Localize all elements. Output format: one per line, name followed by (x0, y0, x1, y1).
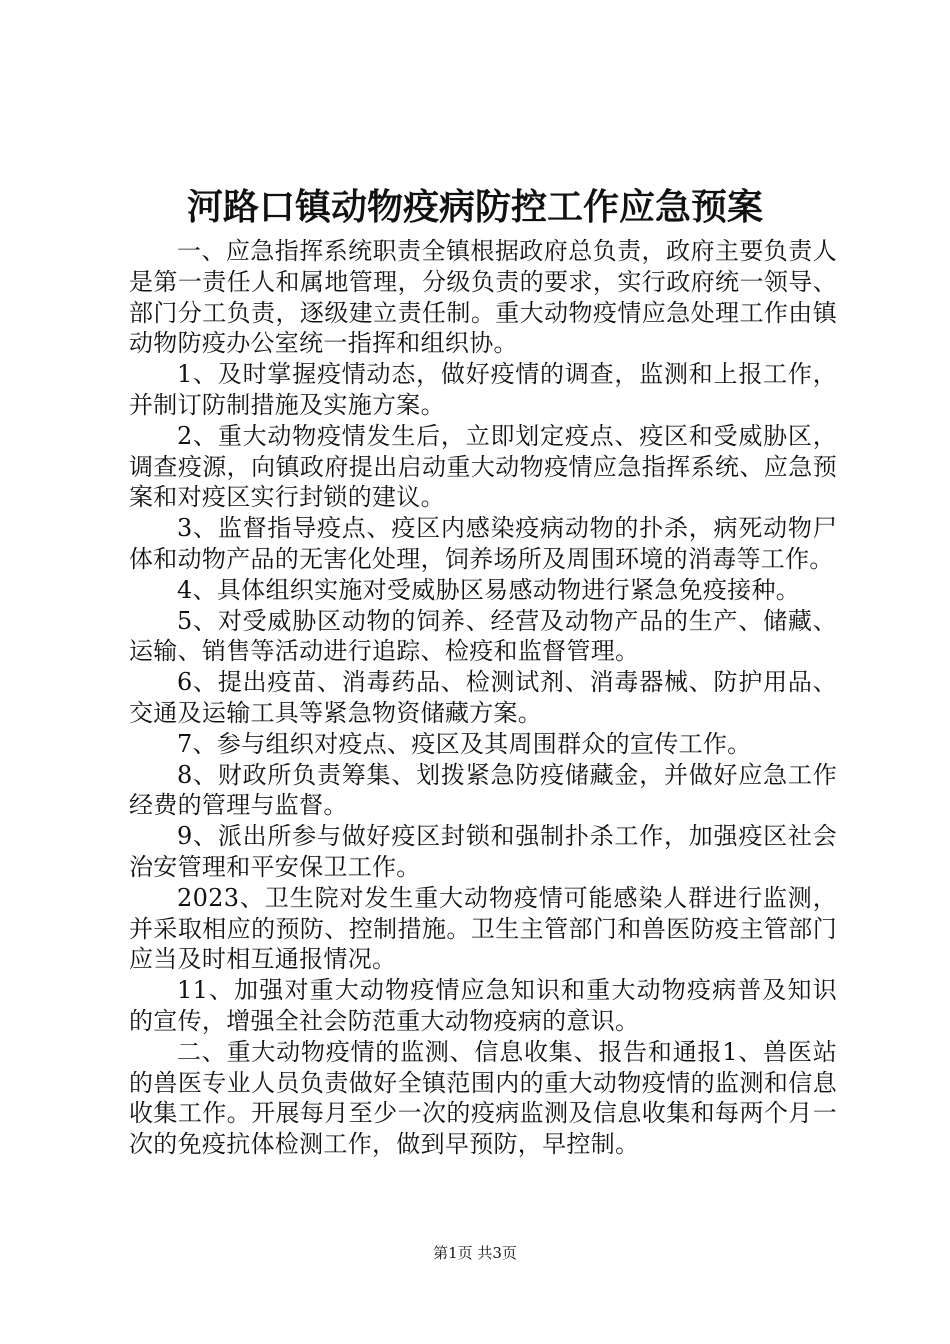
page-total: 共3页 (477, 1244, 517, 1262)
paragraph-item-7: 7、参与组织对疫点、疫区及其周围群众的宣传工作。 (177, 729, 752, 758)
page-number: 第1页 (433, 1244, 473, 1262)
document-title: 河路口镇动物疫病防控工作应急预案 (186, 186, 763, 228)
paragraph-item-11: 11、加强对重大动物疫情应急知识和重大动物疫病普及知识的宣传，增强全社会防范重大动物疫病的意识。 (129, 976, 837, 1035)
page-footer (0, 1243, 950, 1263)
paragraph-monitoring: 二、重大动物疫情的监测、信息收集、报告和通报1、兽医站的兽医专业人员负责做好全镇范围内的重大动物疫情的监测和信息收集工作。开展每月至少一次的疫病监测及信息收集和每两个月一次的免疫抗体检测工作，做到早预防，早控制。 (129, 1037, 837, 1159)
document-body (129, 236, 837, 1160)
paragraph-item-10: 2023、卫生院对发生重大动物疫情可能感染人群进行监测，并采取相应的预防、控制措施。卫生主管部门和兽医防疫主管部门应当及时相互通报情况。 (129, 883, 837, 974)
paragraph-item-4: 4、具体组织实施对受威胁区易感动物进行紧急免疫接种。 (177, 575, 801, 604)
paragraph-item-9: 9、派出所参与做好疫区封锁和强制扑杀工作，加强疫区社会治安管理和平安保卫工作。 (129, 822, 837, 881)
paragraph-item-1: 1、及时掌握疫情动态，做好疫情的调查，监测和上报工作，并制订防制措施及实施方案。 (129, 360, 837, 419)
paragraph-item-3: 3、监督指导疫点、疫区内感染疫病动物的扑杀，病死动物尸体和动物产品的无害化处理，饲养场所及周围环境的消毒等工作。 (129, 514, 837, 573)
paragraph-item-6: 6、提出疫苗、消毒药品、检测试剂、消毒器械、防护用品、交通及运输工具等紧急物资储藏方案。 (129, 668, 837, 727)
paragraph-item-8: 8、财政所负责筹集、划拨紧急防疫储藏金，并做好应急工作经费的管理与监督。 (129, 760, 837, 820)
paragraph-command-system: 一、应急指挥系统职责全镇根据政府总负责，政府主要负责人是第一责任人和属地管理，分级负责的要求，实行政府统一领导、部门分工负责，逐级建立责任制。重大动物疫情应急处理工作由镇动物防疫办公室统一指挥和组织协。 (129, 237, 837, 358)
paragraph-item-2: 2、重大动物疫情发生后，立即划定疫点、疫区和受威胁区，调查疫源，向镇政府提出启动重大动物疫情应急指挥系统、应急预案和对疫区实行封锁的建议。 (129, 421, 837, 512)
paragraph-item-5: 5、对受威胁区动物的饲养、经营及动物产品的生产、储藏、运输、销售等活动进行追踪、检疫和监督管理。 (129, 606, 837, 666)
